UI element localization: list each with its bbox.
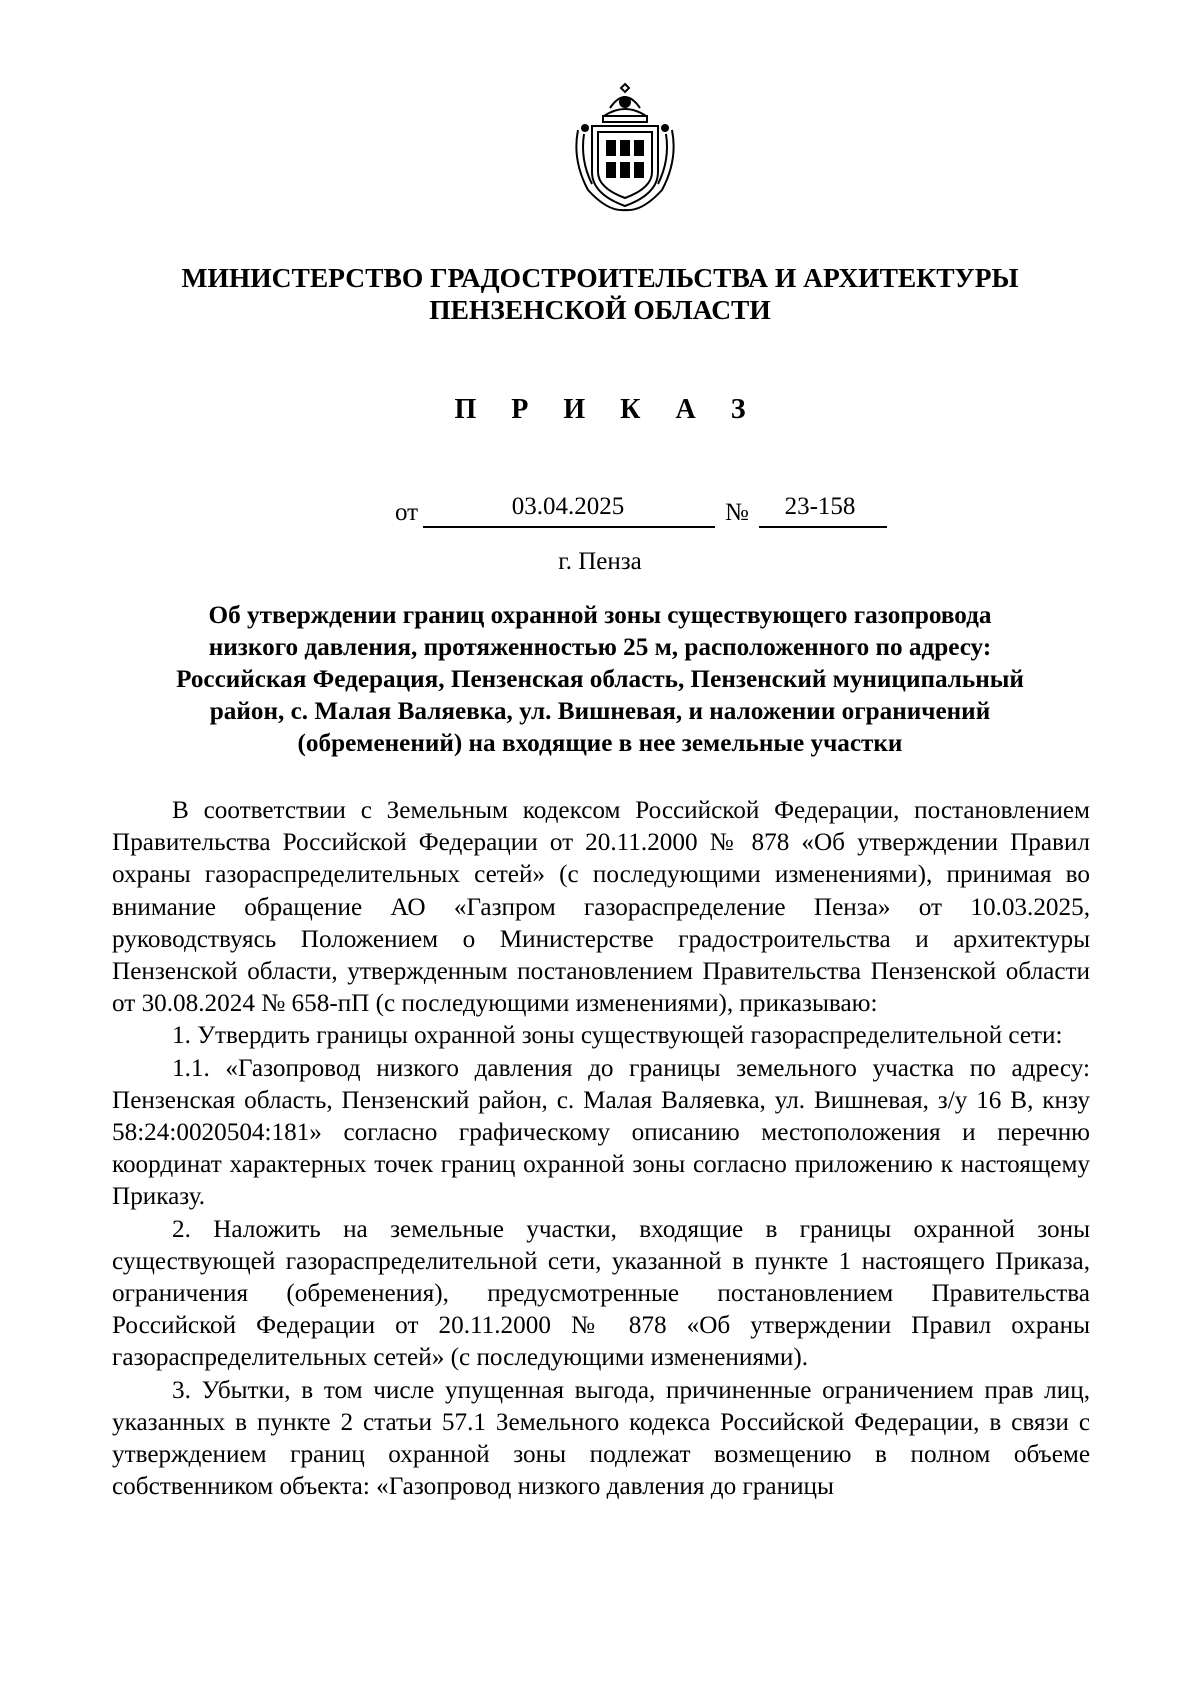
ministry-line-1: МИНИСТЕРСТВО ГРАДОСТРОИТЕЛЬСТВА И АРХИТЕКТУРЫ	[181, 262, 1019, 293]
order-date: 03.04.2025	[511, 493, 625, 520]
number-underline	[759, 526, 887, 528]
order-title	[0, 600, 1200, 760]
ministry-line-2: ПЕНЗЕНСКОЙ ОБЛАСТИ	[429, 294, 771, 325]
title-line: район, с. Малая Валяевка, ул. Вишневая, и наложении ограничений	[209, 698, 991, 725]
preamble-paragraph: В соответствии с Земельным кодексом Российской Федерации, постановлением Правительства Российской Федерации от 20.11.2000 № 878 «Об утверждении Правил охраны газораспределительных сетей» (с последующими изменениями), принимая во внимание обращение АО «Газпром газораспределение Пенза» от 10.03.2025, руководствуясь Положением о Министерстве градостроительства и архитектуры Пензенской области, утвержденным постановлением Правительства Пензенской области от 30.08.2024 № 658-пП (с последующими изменениями), приказываю:	[112, 797, 1090, 1018]
coat-of-arms-emblem	[570, 78, 680, 214]
number-label: №	[725, 499, 749, 526]
title-line: Об утверждении границ охранной зоны существующего газопровода	[208, 602, 992, 629]
city: г. Пенза	[558, 548, 642, 575]
document-type: П Р И К А З	[454, 394, 760, 425]
clause-1: 1. Утвердить границы охранной зоны существующей газораспределительной сети:	[172, 1022, 1063, 1050]
order-body	[112, 795, 1090, 1503]
clause-2: 2. Наложить на земельные участки, входящие в границы охранной зоны существующей газораспределительной сети, указанной в пункте 1 настоящего Приказа, ограничения (обременения), предусмотренные постановлением Правительства Российской Федерации от 20.11.2000 № 878 «Об утверждении Правил охраны газораспределительных сетей» (с последующими изменениями).	[112, 1215, 1090, 1372]
title-line: Российская Федерация, Пензенская область, Пензенский муниципальный	[176, 666, 1024, 693]
ministry-name	[0, 262, 1200, 326]
clause-1-1: 1.1. «Газопровод низкого давления до границы земельного участка по адресу: Пензенская область, Пензенский район, с. Малая Валяевка, ул. Вишневая, з/у 16 В, кнзу 58:24:0020504:181» согласно графическому описанию местоположения и перечню координат характерных точек границ охранной зоны согласно приложению к настоящему Приказу.	[112, 1054, 1090, 1211]
title-line: низкого давления, протяженностью 25 м, расположенного по адресу:	[208, 634, 992, 661]
date-underline	[423, 526, 715, 528]
order-number: 23-158	[784, 493, 856, 520]
clause-3: 3. Убытки, в том числе упущенная выгода, причиненные ограничением прав лиц, указанных в пункте 2 статьи 57.1 Земельного кодекса Российской Федерации, в связи с утверждением границ охранной зоны подлежат возмещению в полном объеме собственником объекта: «Газопровод низкого давления до границы	[112, 1376, 1090, 1501]
title-line: (обременений) на входящие в нее земельные участки	[297, 730, 903, 757]
date-label: от	[395, 499, 419, 526]
